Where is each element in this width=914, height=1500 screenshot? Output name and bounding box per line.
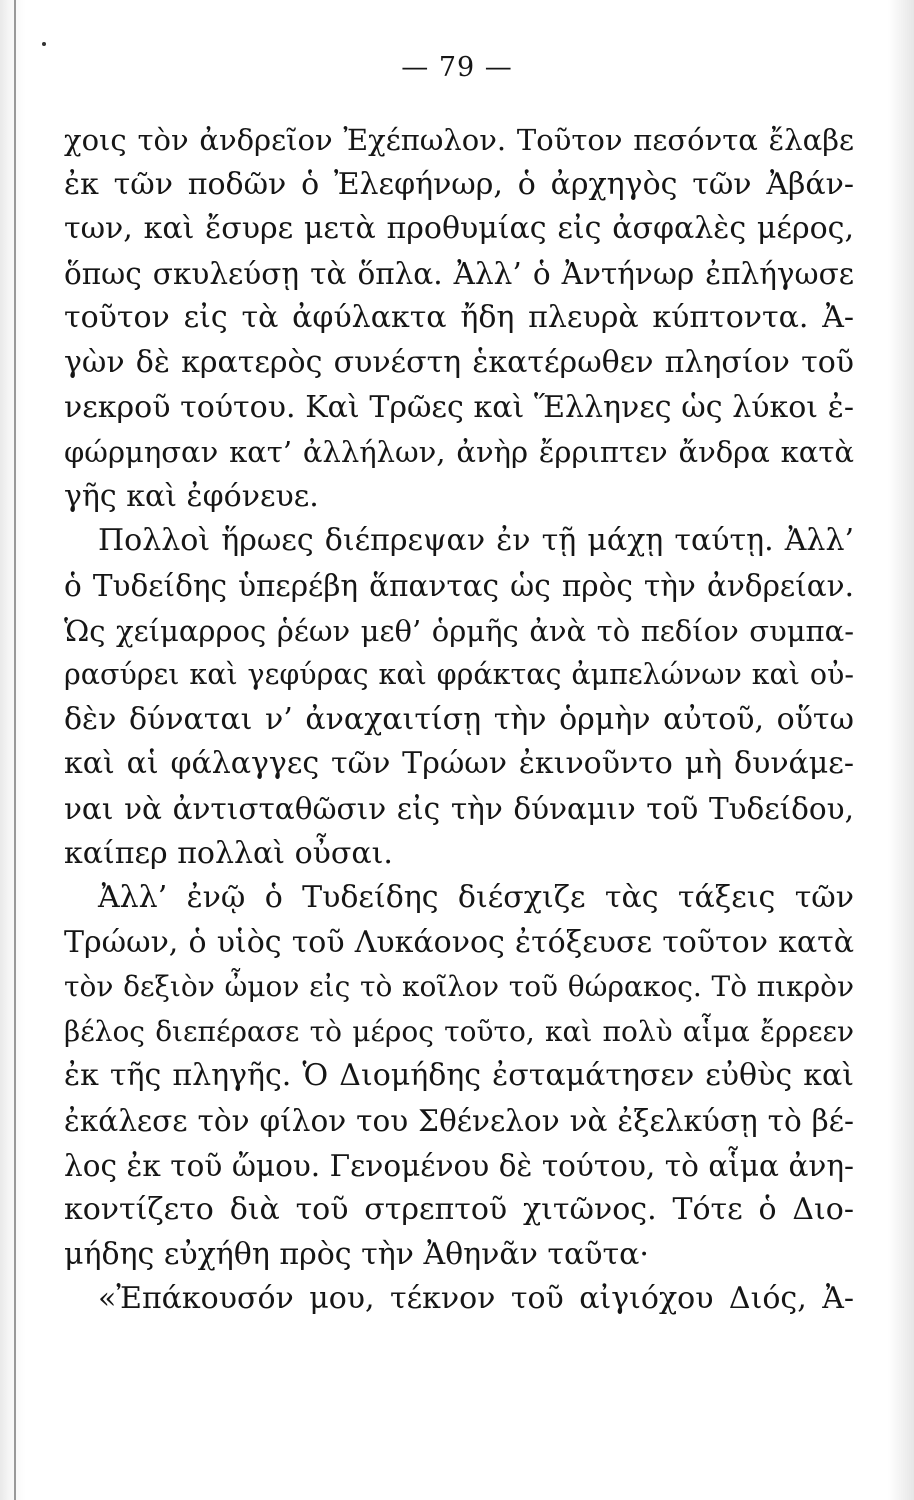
page-number: — 79 — — [401, 52, 513, 83]
text-line: βέλος διεπέρασε τὸ μέρος τοῦτο, καὶ πολὺ αἷμα ἔρρεεν — [64, 1014, 854, 1048]
text-line: ἐκάλεσε τὸν φίλον του Σθένελον νὰ ἐξελκύσῃ τὸ βέ- — [64, 1104, 854, 1139]
ink-speck — [42, 42, 46, 46]
text-line: χοις τὸν ἀνδρεῖον Ἐχέπωλον. Τοῦτον πεσόντα ἔλαβε — [64, 123, 854, 157]
text-line: τὸν δεξιὸν ὦμον εἰς τὸ κοῖλον τοῦ θώρακος. Τὸ πικρὸν — [64, 970, 854, 1004]
text-line: γῆς καὶ ἐφόνευε. — [64, 478, 319, 514]
text-line: ὅπως σκυλεύσῃ τὰ ὅπλα. Ἀλλ’ ὁ Ἀντήνωρ ἐπλήγωσε — [64, 256, 854, 291]
text-line: Πολλοὶ ἥρωες διέπρεψαν ἐν τῇ μάχῃ ταύτῃ. Ἀλλ’ — [98, 523, 854, 559]
text-line: λος ἐκ τοῦ ὤμου. Γενομένου δὲ τούτου, τὸ αἷμα ἀνη- — [64, 1148, 854, 1183]
text-line: ναι νὰ ἀντισταθῶσιν εἰς τὴν δύναμιν τοῦ Τυδείδου, — [64, 791, 854, 826]
text-line: γὼν δὲ κρατερὸς συνέστη ἑκατέρωθεν πλησίον τοῦ — [64, 344, 854, 380]
text-line: Τρώων, ὁ υἱὸς τοῦ Λυκάονος ἐτόξευσε τοῦτον κατὰ — [64, 924, 854, 960]
text-line: Ἀλλ’ ἐνῷ ὁ Τυδείδης διέσχιζε τὰς τάξεις τῶν — [98, 880, 854, 916]
text-line: ρασύρει καὶ γεφύρας καὶ φράκτας ἀμπελώνων καὶ οὐ- — [64, 658, 854, 692]
text-line: ὁ Τυδείδης ὑπερέβη ἅπαντας ὡς πρὸς τὴν ἀνδρείαν. — [64, 568, 854, 603]
text-line: μήδης εὐχήθη πρὸς τὴν Ἀθηνᾶν ταῦτα· — [64, 1236, 649, 1272]
text-line: ἐκ τῆς πληγῆς. Ὁ Διομήδης ἐσταμάτησεν εὐθὺς καὶ — [64, 1058, 854, 1094]
text-line: τοῦτον εἰς τὰ ἀφύλακτα ἤδη πλευρὰ κύπτοντα. Ἀ- — [64, 300, 854, 336]
body-text — [64, 118, 854, 1322]
text-line: νεκροῦ τούτου. Καὶ Τρῶες καὶ Ἕλληνες ὡς λύκοι ἐ- — [64, 389, 854, 425]
text-line: Ὡς χείμαρρος ῥέων μεθ’ ὁρμῆς ἀνὰ τὸ πεδίον συμπα- — [64, 613, 854, 648]
text-line: κοντίζετο διὰ τοῦ στρεπτοῦ χιτῶνος. Τότε ὁ Διο- — [64, 1192, 854, 1228]
text-line: των, καὶ ἔσυρε μετὰ προθυμίας εἰς ἀσφαλὲς μέρος, — [64, 211, 854, 247]
text-line: καὶ αἱ φάλαγγες τῶν Τρώων ἐκινοῦντο μὴ δυνάμε- — [64, 746, 854, 782]
text-line: καίπερ πολλαὶ οὖσαι. — [64, 835, 393, 871]
text-line: «Ἐπάκουσόν μου, τέκνον τοῦ αἰγιόχου Διός, Ἀ- — [98, 1281, 854, 1317]
text-line: φώρμησαν κατ’ ἀλλήλων, ἀνὴρ ἔρριπτεν ἄνδρα κατὰ — [64, 435, 854, 470]
text-line: ἐκ τῶν ποδῶν ὁ Ἐλεφήνωρ, ὁ ἀρχηγὸς τῶν Ἀβάν- — [64, 166, 854, 202]
page-binding-edge — [14, 0, 16, 1500]
text-line: δὲν δύναται ν’ ἀναχαιτίσῃ τὴν ὁρμὴν αὐτοῦ, οὕτω — [64, 701, 854, 737]
